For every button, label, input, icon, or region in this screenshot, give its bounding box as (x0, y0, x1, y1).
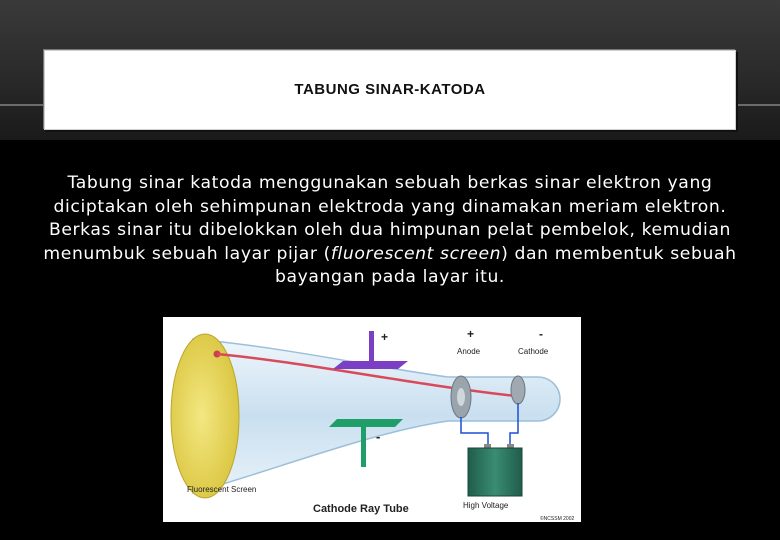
top-deflection-plate (333, 361, 408, 369)
copyright-label: ©NCSSM 2002 (540, 516, 575, 522)
bottom-plate-sign: - (376, 429, 381, 444)
high-voltage-battery (468, 448, 522, 496)
top-plate-stem (369, 331, 374, 365)
paragraph-text-end: ) dan membentuk sebuah bayangan pada layar itu. (275, 243, 737, 287)
bottom-deflection-plate (329, 419, 403, 427)
battery-label: High Voltage (463, 501, 509, 510)
anode-sign: + (467, 327, 475, 341)
paragraph-text: Tabung sinar katoda menggunakan sebuah berkas sinar elektron yang diciptakan oleh sehimpunan elektroda yang dinamakan meriam elektron. Berkas sinar itu dibelokkan oleh dua himpunan pelat pembelok, kemudian menumbuk sebuah layar pijar ( (43, 173, 732, 264)
diagram-caption: Cathode Ray Tube (313, 503, 409, 515)
top-plate-sign: + (381, 330, 389, 344)
cathode-label: Cathode (518, 347, 549, 356)
cathode-sign: - (539, 327, 543, 341)
paragraph-italic-term: fluorescent screen (330, 243, 502, 264)
cathode-ray-tube-diagram (163, 317, 581, 522)
fluorescent-screen (171, 334, 239, 498)
anode-label: Anode (457, 347, 481, 356)
slide-paragraph (30, 172, 750, 290)
bottom-plate-stem (361, 427, 366, 467)
title-box (44, 50, 736, 130)
screen-label: Fluorescent Screen (187, 485, 257, 494)
cathode-disc (511, 376, 525, 404)
slide-title: TABUNG SINAR-KATODA (294, 81, 486, 98)
